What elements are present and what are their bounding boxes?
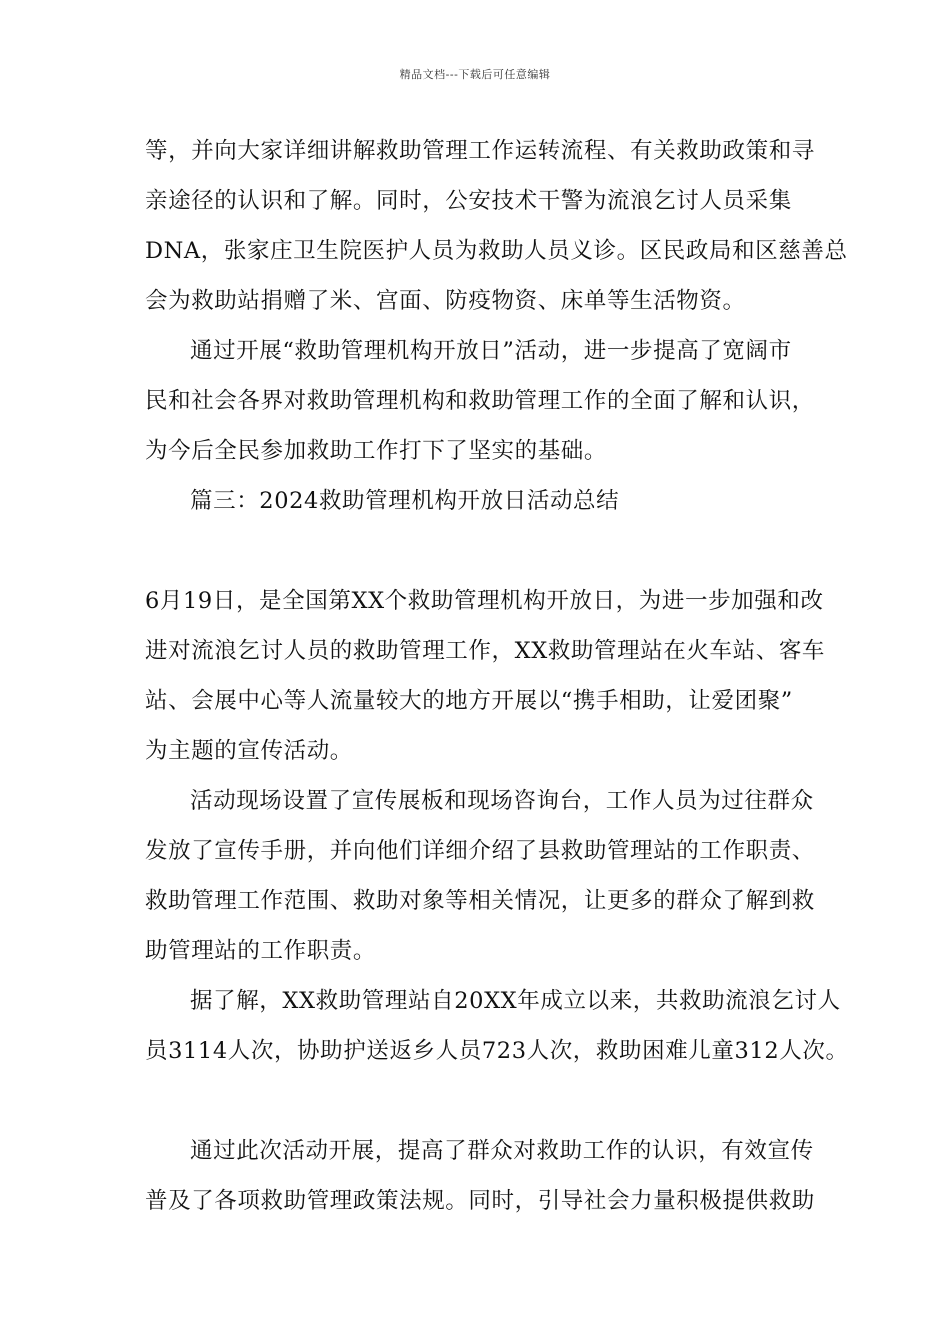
body-line: 活动现场设置了宣传展板和现场咨询台，工作人员为过往群众 bbox=[190, 788, 814, 814]
body-line: 亲途径的认识和了解。同时，公安技术干警为流浪乞讨人员采集 bbox=[145, 188, 792, 214]
blank-line bbox=[145, 526, 825, 576]
body-line: 据了解，XX救助管理站自20XX年成立以来，共救助流浪乞讨人 bbox=[190, 988, 841, 1014]
body-line: 进对流浪乞讨人员的救助管理工作，XX救助管理站在火车站、客车 bbox=[145, 638, 826, 664]
section-title: 篇三：2024救助管理机构开放日活动总结 bbox=[190, 488, 620, 514]
body-line: 6月19日，是全国第XX个救助管理机构开放日，为进一步加强和改 bbox=[145, 588, 824, 614]
body-line: 助管理站的工作职责。 bbox=[145, 938, 377, 964]
body-line: 为今后全民参加救助工作打下了坚实的基础。 bbox=[145, 438, 608, 464]
body-line: 救助管理工作范围、救助对象等相关情况，让更多的群众了解到救 bbox=[145, 888, 815, 914]
body-line: DNA，张家庄卫生院医护人员为救助人员义诊。区民政局和区慈善总 bbox=[145, 238, 848, 264]
body-line: 站、会展中心等人流量较大的地方开展以“携手相助，让爱团聚” bbox=[145, 688, 793, 714]
body-line: 民和社会各界对救助管理机构和救助管理工作的全面了解和认识， bbox=[145, 388, 815, 414]
body-line: 员3114人次，协助护送返乡人员723人次，救助困难儿童312人次。 bbox=[145, 1038, 849, 1064]
body-line: 通过此次活动开展，提高了群众对救助工作的认识，有效宣传 bbox=[190, 1138, 814, 1164]
body-line: 通过开展“救助管理机构开放日”活动，进一步提高了宽阔市 bbox=[190, 338, 792, 364]
body-line: 普及了各项救助管理政策法规。同时，引导社会力量积极提供救助 bbox=[145, 1188, 815, 1214]
body-line: 为主题的宣传活动。 bbox=[145, 738, 353, 764]
body-line: 发放了宣传手册，并向他们详细介绍了县救助管理站的工作职责、 bbox=[145, 838, 815, 864]
document-body bbox=[145, 126, 849, 1226]
blank-line bbox=[145, 1076, 825, 1126]
page-header: 精品文档---下载后可任意编辑 bbox=[399, 68, 551, 81]
body-line: 等，并向大家详细讲解救助管理工作运转流程、有关救助政策和寻 bbox=[145, 138, 815, 164]
body-line: 会为救助站捐赠了米、宫面、防疫物资、床单等生活物资。 bbox=[145, 288, 746, 314]
